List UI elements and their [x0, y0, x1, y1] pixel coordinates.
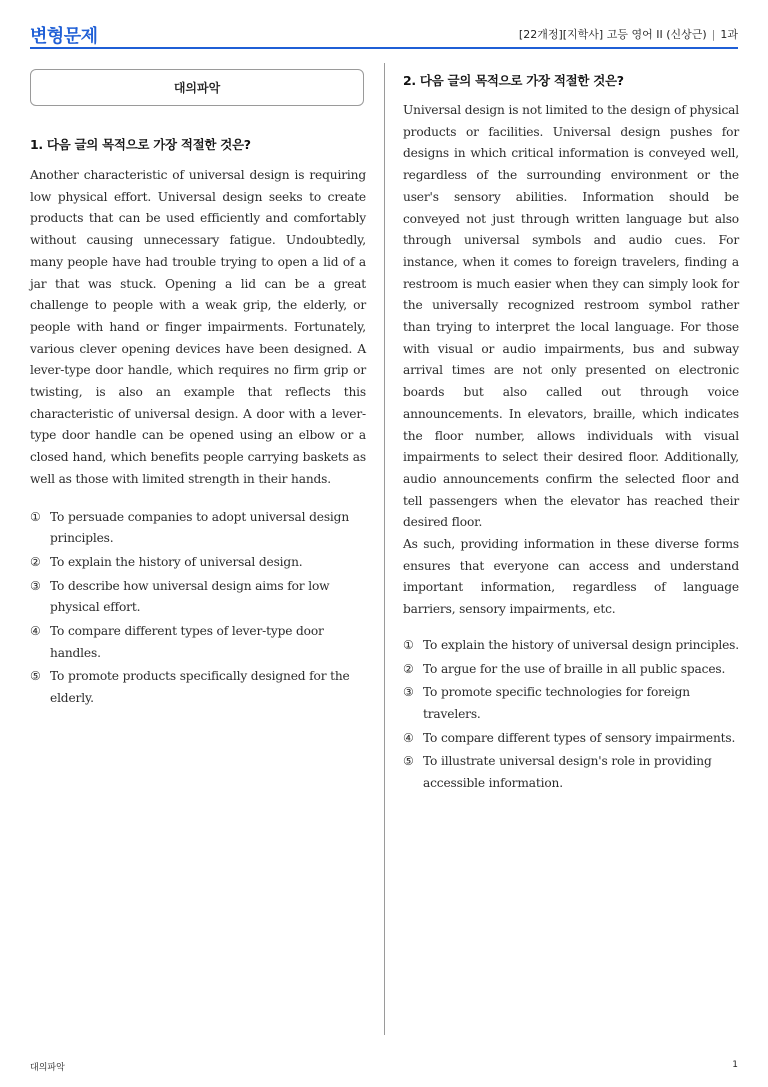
section-label-box: 대의파악: [30, 69, 364, 106]
option-text: To compare different types of lever-type door handles.: [50, 624, 324, 660]
option-number: ①: [403, 637, 414, 652]
column-divider: [384, 63, 385, 1035]
option-item[interactable]: [30, 666, 366, 709]
option-item[interactable]: [30, 621, 366, 664]
option-item[interactable]: [403, 751, 739, 794]
header-rule: [30, 47, 738, 49]
question-2-passage: Universal design is not limited to the design of physical products or facilities. Universal design pushes for designs in which critical information is conveyed well, regardless of the surrounding environment or the user's sensory abilities. Information should be conveyed not just through written language but also through universal symbols and audio cues. For instance, when it comes to foreign travelers, finding a restroom is much easier when they can simply look for the universally recognized restroom symbol rather than trying to interpret the local language. For those with visual or audio impairments, bus and subway arrival times are not only presented on electronic boards but also called out through voice announcements. In elevators, braille, which indicates the floor number, allows individuals with visual impairments to select their desired floor. Additionally, audio announcements confirm the selected floor and tell passengers when the elevator has reached their desired floor.: [403, 103, 739, 530]
option-item[interactable]: [403, 635, 739, 657]
option-item[interactable]: [30, 576, 366, 619]
option-number: ⑤: [30, 669, 41, 684]
option-text: To explain the history of universal design principles.: [423, 637, 739, 652]
option-number: ①: [30, 509, 41, 524]
course-info: [519, 26, 738, 42]
option-text: To promote specific technologies for foreign travelers.: [423, 685, 690, 721]
option-number: ②: [403, 661, 414, 676]
option-item[interactable]: [30, 507, 366, 550]
footer-section-label: 대의파악: [30, 1063, 65, 1073]
option-item[interactable]: [30, 552, 366, 574]
right-column: [403, 69, 739, 797]
option-text: To compare different types of sensory impairments.: [423, 730, 736, 745]
question-2-passage-conclusion: As such, providing information in these diverse forms ensures that everyone can access and understand important information, regardless of language barriers, sensory impairments, etc.: [403, 537, 739, 617]
option-number: ②: [30, 554, 41, 569]
question-1-options: [30, 507, 366, 710]
option-text: To argue for the use of braille in all public spaces.: [423, 661, 726, 676]
option-text: To illustrate universal design's role in providing accessible information.: [423, 754, 712, 791]
question-2-options: [403, 635, 739, 795]
option-item[interactable]: [403, 728, 739, 750]
course-title: [22개정][지학사] 고등 영어 II (신상근): [518, 28, 707, 41]
header-separator: |: [711, 28, 716, 41]
option-number: ④: [30, 624, 41, 639]
option-text: To promote products specifically designed for the elderly.: [50, 669, 350, 706]
option-number: ④: [403, 730, 414, 745]
option-number: ③: [30, 578, 41, 593]
lesson-label: 1과: [720, 28, 738, 41]
option-item[interactable]: [403, 682, 739, 725]
page-header: [0, 0, 768, 50]
option-text: To persuade companies to adopt universal design principles.: [50, 509, 350, 546]
option-item[interactable]: [403, 659, 739, 681]
question-1-title: 1. 다음 글의 목적으로 가장 적절한 것은?: [30, 137, 251, 152]
option-text: To describe how universal design aims for low physical effort.: [50, 578, 330, 615]
question-1-passage: Another characteristic of universal design is requiring low physical effort. Universal design seeks to create products that can be used efficiently and comfortably without causing unnecessary fatigue. Undoubtedly, many people have had trouble trying to open a lid of a jar that was stuck. Opening a lid can be a great challenge to people with a weak grip, the elderly, or people with hand or finger impairments. Fortunately, various clever opening devices have been designed. A lever-type door handle, which requires no firm grip or twisting, is also an example that reflects this characteristic of universal design. A door with a lever-type door handle can be opened using an elbow or a closed hand, which benefits people carrying baskets as well as those with limited strength in their hands.: [30, 168, 366, 486]
option-number: ⑤: [403, 754, 414, 769]
footer-page-number: 1: [732, 1060, 738, 1070]
option-text: To explain the history of universal design.: [50, 554, 303, 569]
brand-title: 변형문제: [30, 26, 98, 47]
option-number: ③: [403, 685, 414, 700]
question-2-title: 2. 다음 글의 목적으로 가장 적절한 것은?: [403, 73, 624, 88]
left-column: [30, 69, 366, 712]
